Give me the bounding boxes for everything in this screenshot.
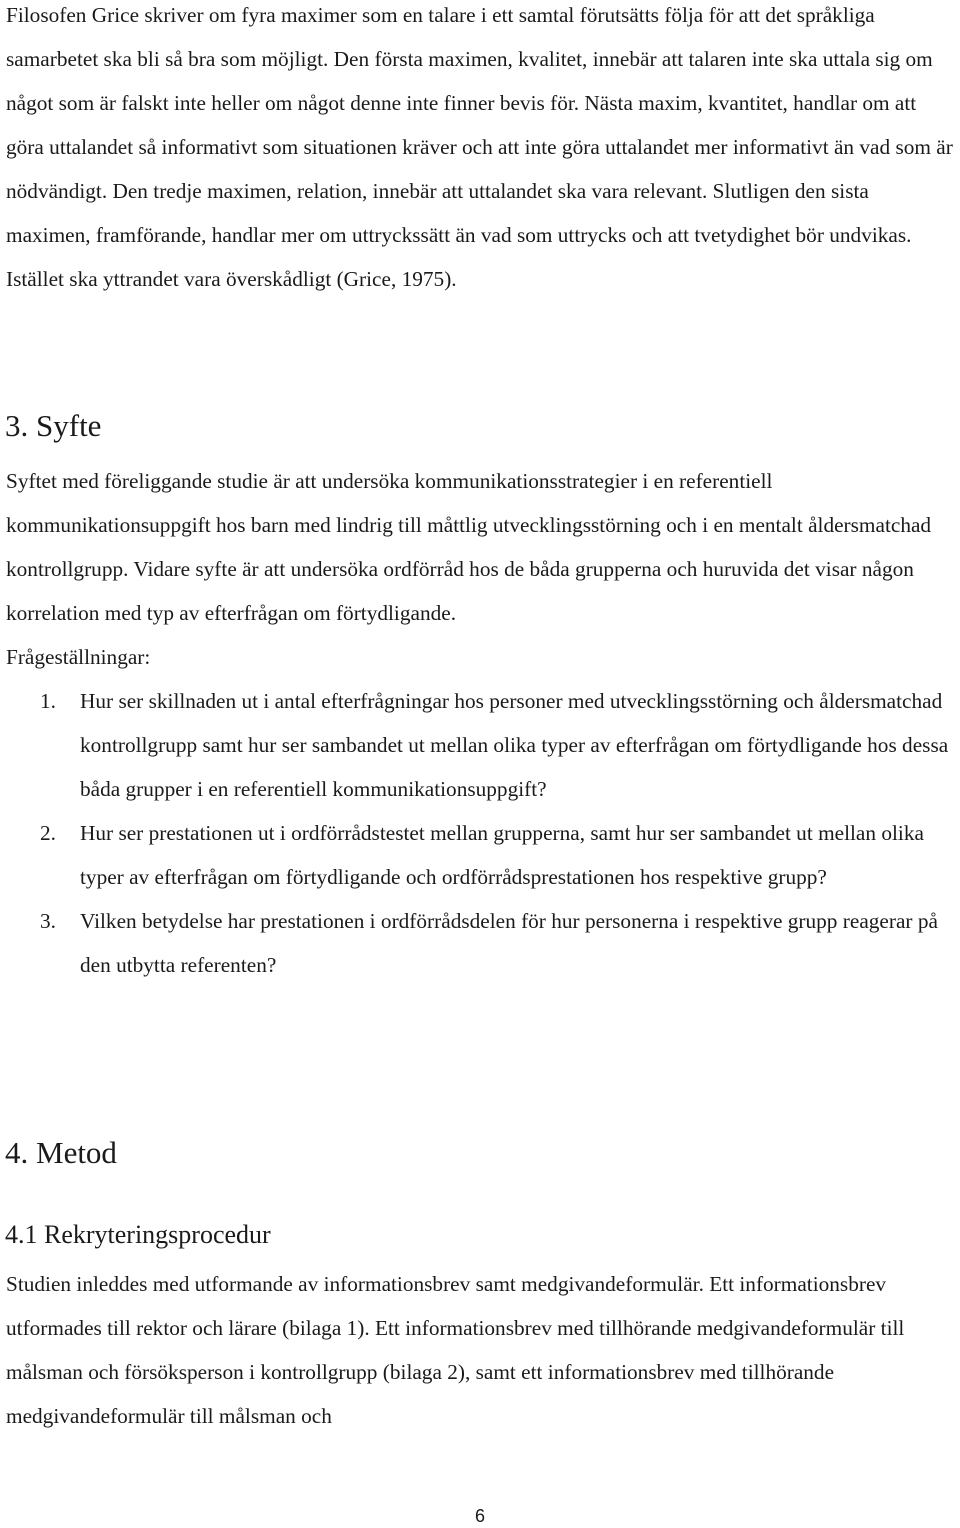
research-question-1 xyxy=(0,679,960,811)
paragraph-rekrytering: Studien inleddes med utformande av informationsbrev samt medgivandeformulär. Ett informationsbrev utformades till rektor och lärare (bilaga 1). Ett informationsbrev med tillhörande medgivandeformulär till målsman och försöksperson i kontrollgrupp (bilaga 2), samt ett informationsbrev med tillhörande medgivandeformulär till målsman och xyxy=(6,1272,905,1428)
research-questions-list xyxy=(0,679,960,987)
heading-syfte: 3. Syfte xyxy=(5,408,102,443)
heading-rekryteringsprocedur: 4.1 Rekryteringsprocedur xyxy=(5,1220,271,1249)
question-text: Vilken betydelse har prestationen i ordförrådsdelen för hur personerna i respektive grupp reagerar på den utbytta referenten? xyxy=(80,909,938,977)
question-text: Hur ser prestationen ut i ordförrådstestet mellan grupperna, samt hur ser sambandet ut mellan olika typer av efterfrågan om förtydligande och ordförrådsprestationen hos respektive grupp? xyxy=(80,821,924,889)
question-number: 3. xyxy=(40,909,56,933)
question-number: 1. xyxy=(40,689,56,713)
question-text: Hur ser skillnaden ut i antal efterfrågningar hos personer med utvecklingsstörning och åldersmatchad kontrollgrupp samt hur ser sambandet ut mellan olika typer av efterfrågan om förtydligande hos dessa båda grupper i en referentiell kommunikationsuppgift? xyxy=(80,689,949,801)
paragraph-syfte: Syftet med föreliggande studie är att undersöka kommunikationsstrategier i en referentiell kommunikationsuppgift hos barn med lindrig till måttlig utvecklingsstörning och i en mentalt åldersmatchad kontrollgrupp. Vidare syfte är att undersöka ordförråd hos de båda grupperna och huruvida det visar någon korrelation med typ av efterfrågan om förtydligande. xyxy=(6,469,932,625)
page-number: 6 xyxy=(474,1506,485,1526)
questions-label: Frågeställningar: xyxy=(6,645,151,669)
research-question-3 xyxy=(0,899,960,987)
question-number: 2. xyxy=(40,821,56,845)
research-question-2 xyxy=(0,811,960,899)
heading-metod: 4. Metod xyxy=(5,1135,117,1170)
paragraph-grice-maxims: Filosofen Grice skriver om fyra maximer som en talare i ett samtal förutsätts följa för att det språkliga samarbetet ska bli så bra som möjligt. Den första maximen, kvalitet, innebär att talaren inte ska uttala sig om något som är falskt inte heller om något denne inte finner bevis för. Nästa maxim, kvantitet, handlar om att göra uttalandet så informativt som situationen kräver och att inte göra uttalandet mer informativt än vad som är nödvändigt. Den tredje maximen, relation, innebär att uttalandet ska vara relevant. Slutligen den sista maximen, framförande, handlar mer om uttryckssätt än vad som uttrycks och att tvetydighet bör undvikas. Istället ska yttrandet vara överskådligt (Grice, 1975). xyxy=(6,3,953,291)
